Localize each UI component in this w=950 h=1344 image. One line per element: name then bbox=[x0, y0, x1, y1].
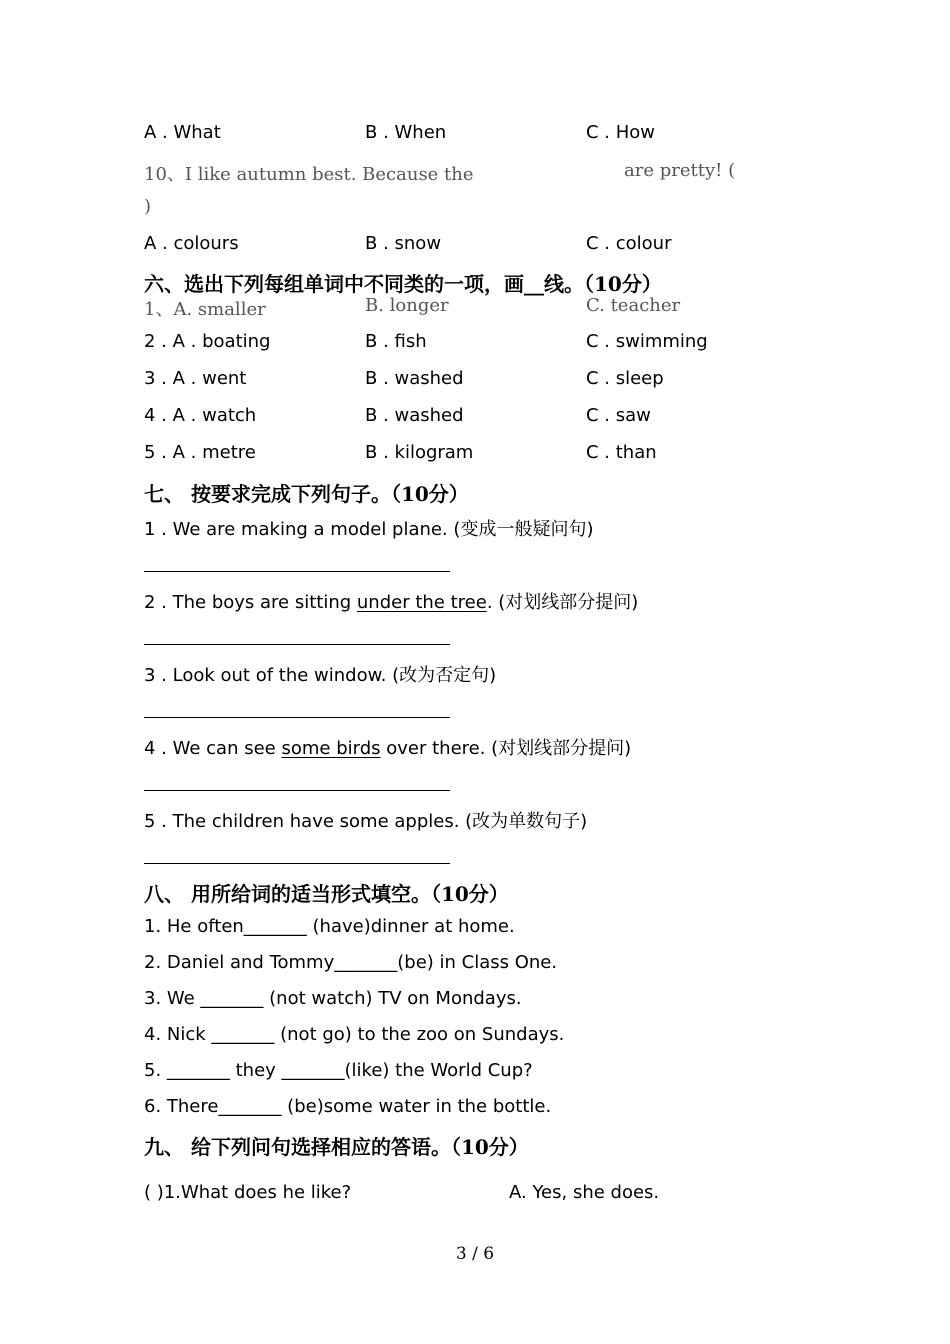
q9-option-a: A . What bbox=[144, 122, 221, 143]
s7-question-5: 5 . The children have some apples. (改为单数句子) bbox=[144, 811, 588, 832]
page-number: 3 / 6 bbox=[455, 1244, 495, 1264]
s7-question-1: 1 . We are making a model plane. (变成一般疑问句) bbox=[144, 519, 594, 540]
q10-option-b: B . snow bbox=[365, 233, 442, 254]
s6-row1-a: 1、A. smaller bbox=[144, 299, 266, 320]
s6-row1-c: C. teacher bbox=[586, 295, 681, 316]
s8-item-3: 3. We _______ (not watch) TV on Mondays. bbox=[144, 988, 522, 1009]
s6-row3-c: C . sleep bbox=[586, 368, 664, 389]
s7-question-2 bbox=[144, 588, 638, 614]
s7-q2-text-pre: 2 . The boys are sitting bbox=[144, 592, 357, 613]
section9-heading: 九、 给下列问句选择相应的答语。（10分） bbox=[144, 1135, 529, 1159]
s6-row4-a: 4 . A . watch bbox=[144, 405, 257, 426]
section7-heading: 七、 按要求完成下列句子。（10分） bbox=[144, 482, 469, 506]
s7-q4-underlined: some birds bbox=[281, 738, 381, 759]
s9-answer-a: A. Yes, she does. bbox=[509, 1182, 660, 1203]
section8-heading: 八、 用所给词的适当形式填空。（10分） bbox=[144, 882, 509, 906]
s6-row2-b: B . fish bbox=[365, 331, 427, 352]
s7-question-4 bbox=[144, 734, 631, 760]
s7-question-3: 3 . Look out of the window. (改为否定句) bbox=[144, 665, 497, 686]
q10-option-a: A . colours bbox=[144, 233, 239, 254]
q9-option-b: B . When bbox=[365, 122, 447, 143]
q10-close-paren: ) bbox=[144, 196, 152, 217]
section6-heading: 六、选出下列每组单词中不同类的一项，画__线。（10分） bbox=[144, 272, 662, 296]
q10-option-c: C . colour bbox=[586, 233, 672, 254]
s6-row2-a: 2 . A . boating bbox=[144, 331, 271, 352]
s8-item-1: 1. He often_______ (have)dinner at home. bbox=[144, 916, 515, 937]
s7-answer-line-5[interactable] bbox=[144, 863, 450, 864]
s9-question-1: ( )1.What does he like? bbox=[144, 1182, 352, 1203]
q10-text-end: are pretty! ( bbox=[624, 160, 736, 181]
s7-q4-text-post: over there. (对划线部分提问) bbox=[380, 738, 632, 759]
s7-q2-text-post: . (对划线部分提问) bbox=[486, 592, 639, 613]
s7-answer-line-1[interactable] bbox=[144, 571, 450, 572]
s6-row2-c: C . swimming bbox=[586, 331, 708, 352]
s7-answer-line-4[interactable] bbox=[144, 790, 450, 791]
s6-row3-a: 3 . A . went bbox=[144, 368, 247, 389]
s6-row3-b: B . washed bbox=[365, 368, 464, 389]
q10-text-start: 10、I like autumn best. Because the bbox=[144, 164, 474, 185]
s7-q2-underlined: under the tree bbox=[356, 592, 487, 613]
s8-item-5: 5. _______ they _______(like) the World Cup? bbox=[144, 1060, 533, 1081]
s7-q4-text-pre: 4 . We can see bbox=[144, 738, 282, 759]
s8-item-6: 6. There_______ (be)some water in the bottle. bbox=[144, 1096, 552, 1117]
s6-row5-c: C . than bbox=[586, 442, 657, 463]
s6-row4-c: C . saw bbox=[586, 405, 651, 426]
q9-option-c: C . How bbox=[586, 122, 656, 143]
s7-answer-line-2[interactable] bbox=[144, 644, 450, 645]
s8-item-4: 4. Nick _______ (not go) to the zoo on Sundays. bbox=[144, 1024, 565, 1045]
s8-item-2: 2. Daniel and Tommy_______(be) in Class One. bbox=[144, 952, 558, 973]
s6-row5-a: 5 . A . metre bbox=[144, 442, 256, 463]
s6-row4-b: B . washed bbox=[365, 405, 464, 426]
s6-row5-b: B . kilogram bbox=[365, 442, 474, 463]
s7-answer-line-3[interactable] bbox=[144, 717, 450, 718]
s6-row1-b: B. longer bbox=[365, 295, 449, 316]
